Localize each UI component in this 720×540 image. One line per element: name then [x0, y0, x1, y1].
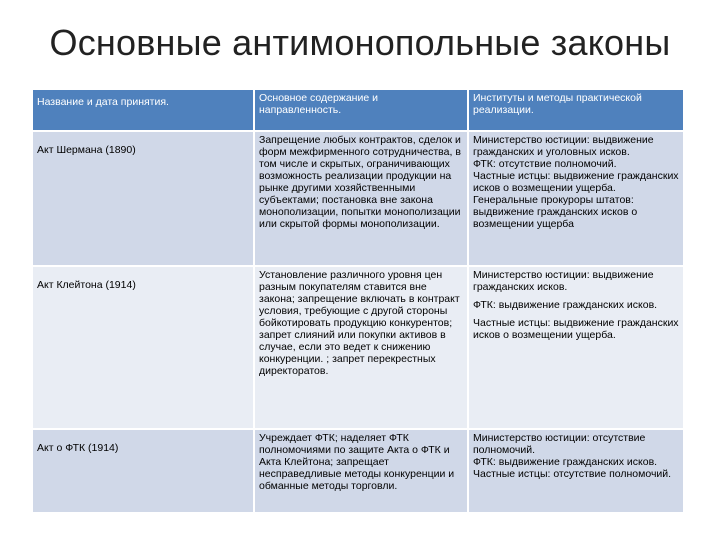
law-name-clayton: Акт Клейтона (1914) [33, 267, 255, 430]
law-institutions-clayton [469, 267, 685, 430]
table-header-row [33, 90, 685, 132]
institution-item: ФТК: выдвижение гражданских исков. [473, 299, 658, 311]
table-row [33, 132, 685, 267]
header-name-date: Название и дата принятия. [33, 90, 255, 132]
institution-item: Генеральные прокуроры штатов: выдвижение гражданских исков о возмещении ущерба [473, 194, 638, 230]
law-name-ftc: Акт о ФТК (1914) [33, 430, 255, 514]
law-institutions-ftc [469, 430, 685, 514]
law-institutions-sherman [469, 132, 685, 267]
institution-item: Министерство юстиции: выдвижение гражданских и уголовных исков. [473, 134, 654, 158]
institution-item: Министерство юстиции: отсутствие полномочий. [473, 432, 646, 456]
institution-item: Частные истцы: выдвижение гражданских исков о возмещении ущерба. [473, 170, 679, 194]
header-content: Основное содержание и направленность. [255, 90, 469, 132]
law-content-ftc: Учреждает ФТК; наделяет ФТК полномочиями по защите Акта о ФТК и Акта Клейтона; запрещает несправедливые методы конкуренции и обманные методы торговли. [255, 430, 469, 514]
antimonopoly-laws-table [33, 90, 685, 514]
law-content-clayton: Установление различного уровня цен разным покупателям ставится вне закона; запрещение включать в контракт условия, требующие с другой стороны бойкотировать продукцию конкурентов; запрет слияний или покупки активов в случае, если это ведет к снижению конкуренции. ; запрет перекрестных директоратов. [255, 267, 469, 430]
law-name-sherman: Акт Шермана (1890) [33, 132, 255, 267]
institution-item: Частные истцы: отсутствие полномочий. [473, 468, 672, 480]
institution-item: ФТК: отсутствие полномочий. [473, 158, 617, 170]
institution-item: Министерство юстиции: выдвижение гражданских исков. [473, 269, 654, 293]
institution-item: Частные истцы: выдвижение гражданских исков о возмещении ущерба. [473, 317, 679, 341]
header-institutions: Институты и методы практической реализации. [469, 90, 685, 132]
slide-title: Основные антимонопольные законы [49, 22, 671, 63]
institution-item: ФТК: выдвижение гражданских исков. [473, 456, 658, 468]
table-row [33, 267, 685, 430]
table-row [33, 430, 685, 514]
law-content-sherman: Запрещение любых контрактов, сделок и форм межфирменного сотрудничества, в том числе и скрытых, ограничивающих возможность реализации продукции на рынке другими хозяйственными субъектами; постановка вне закона монополизации, попытки монополизации или скрытой формы монополизации. [255, 132, 469, 267]
